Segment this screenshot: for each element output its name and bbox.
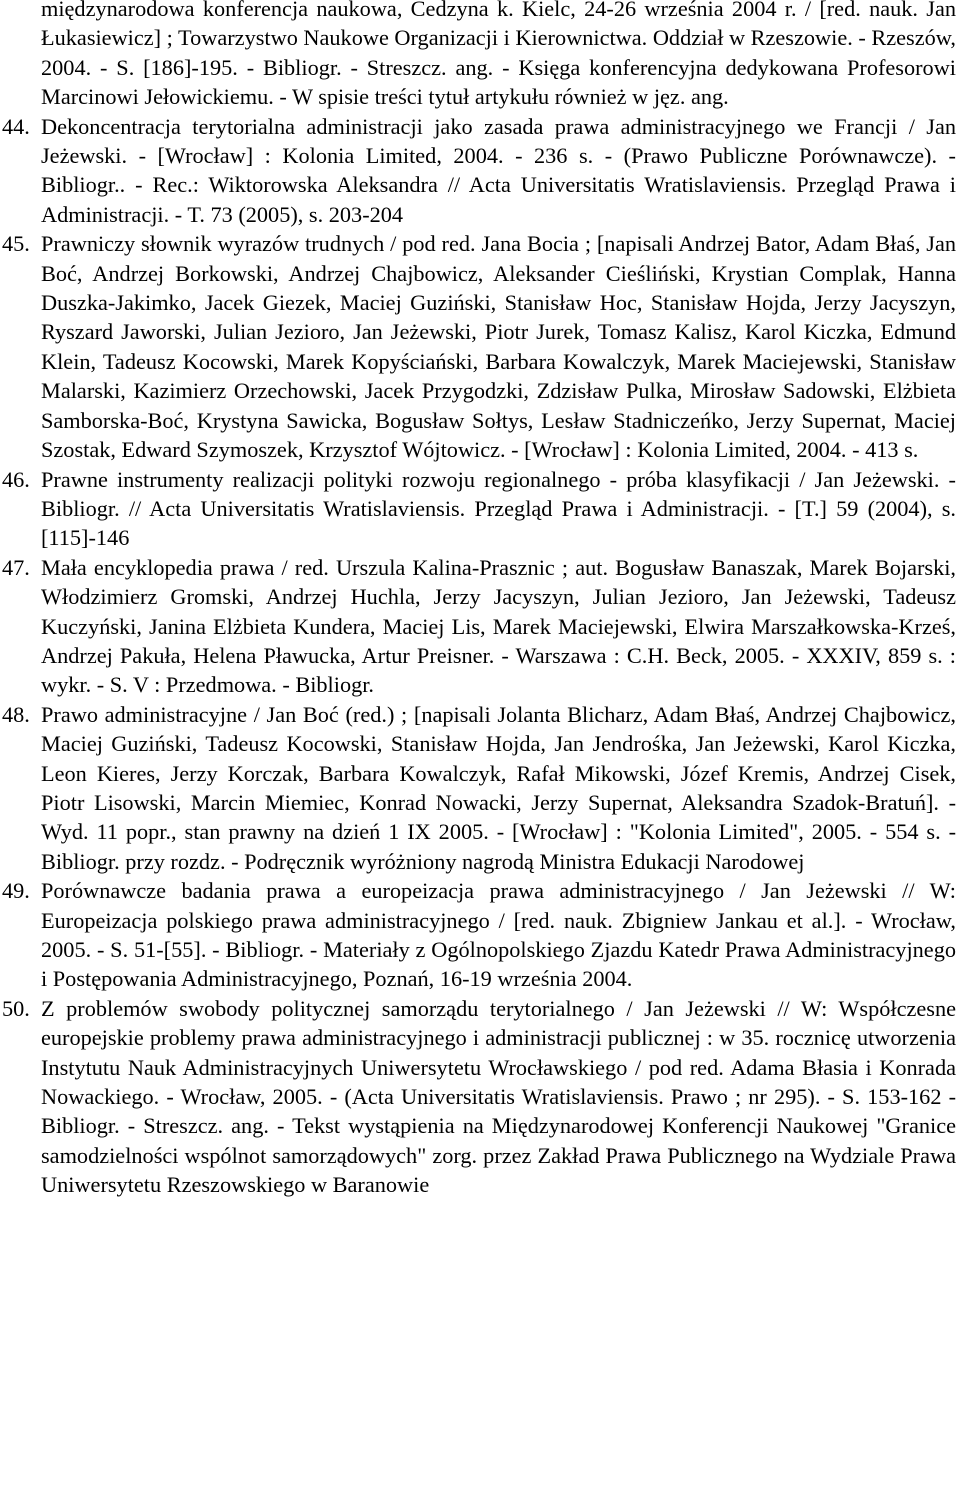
entry-number: 50. <box>2 995 30 1021</box>
bibliography-entry-44 <box>2 112 956 230</box>
entry-number: 48. <box>2 701 30 727</box>
entry-number: 47. <box>2 554 30 580</box>
bibliography-entry-45 <box>2 229 956 464</box>
entry-number: 46. <box>2 466 30 492</box>
entry-text: Prawo administracyjne / Jan Boć (red.) ; [napisali Jolanta Blicharz, Adam Błaś, Andrzej Chajbowicz, Maciej Guziński, Tadeusz Kocowski, Stanisław Hojda, Jan Jendrośka, Jan Jeżewski, Karol Kiczka, Leon Kieres, Jerzy Korczak, Barbara Kowalczyk, Rafał Mikowski, Józef Kremis, Andrzej Cisek, Piotr Lisowski, Marcin Miemiec, Konrad Nowacki, Jerzy Supernat, Aleksandra Szadok-Bratuń]. - Wyd. 11 popr., stan prawny na dzień 1 IX 2005. - [Wrocław] : "Kolonia Limited", 2005. - 554 s. - Bibliogr. przy rozdz. - Podręcznik wyróżniony nagrodą Ministra Edukacji Narodowej <box>41 701 956 874</box>
bibliography-entry-48 <box>2 700 956 876</box>
entry-text: Prawne instrumenty realizacji polityki rozwoju regionalnego - próba klasyfikacji / Jan Jeżewski. - Bibliogr. // Acta Universitatis Wratislaviensis. Przegląd Prawa i Administracji. - [T.] 59 (2004), s. [115]-146 <box>41 466 956 551</box>
entry-text: Prawniczy słownik wyrazów trudnych / pod red. Jana Bocia ; [napisali Andrzej Bator, Adam Błaś, Jan Boć, Andrzej Borkowski, Andrzej Chajbowicz, Aleksander Cieśliński, Krystian Complak, Hanna Duszka-Jakimko, Jacek Giezek, Maciej Guziński, Stanisław Hoc, Stanisław Hojda, Jerzy Jacyszyn, Ryszard Jaworski, Julian Jezioro, Jan Jeżewski, Piotr Jurek, Tomasz Kalisz, Karol Kiczka, Edmund Klein, Tadeusz Kocowski, Marek Kopyściański, Barbara Kowalczyk, Marek Maciejewski, Stanisław Malarski, Kazimierz Orzechowski, Jacek Przygodzki, Zdzisław Pulka, Mirosław Sadowski, Elżbieta Samborska-Boć, Krystyna Sawicka, Bogusław Sołtys, Lesław Stadniczeńko, Jerzy Supernat, Maciej Szostak, Edward Szymoszek, Krzysztof Wójtowicz. - [Wrocław] : Kolonia Limited, 2004. - 413 s. <box>41 231 956 463</box>
entry-text: Z problemów swobody politycznej samorządu terytorialnego / Jan Jeżewski // W: Współczesne europejskie problemy prawa administracyjnego i administracji publicznej : w 35. rocznicę utworzenia Instytutu Nauk Administracyjnych Uniwersytetu Wrocławskiego / pod red. Adama Błasia i Konrada Nowackiego. - Wrocław, 2005. - (Acta Universitatis Wratislaviensis. Prawo ; nr 295). - S. 153-162 - Bibliogr. - Streszcz. ang. - Tekst wystąpienia na Międzynarodowej Konferencji Naukowej "Granice samodzielności wspólnot samorządowych" zorg. przez Zakład Prawa Publicznego na Wydziale Prawa Uniwersytetu Rzeszowskiego w Baranowie <box>41 995 956 1198</box>
entry-number: 49. <box>2 878 30 904</box>
entry-text: międzynarodowa konferencja naukowa, Cedzyna k. Kielc, 24-26 września 2004 r. / [red. nauk. Jan Łukasiewicz] ; Towarzystwo Naukowe Organizacji i Kierownictwa. Oddział w Rzeszowie. - Rzeszów, 2004. - S. [186]-195. - Bibliogr. - Streszcz. ang. - Księga konferencyjna dedykowana Profesorowi Marcinowi Jełowickiemu. - W spisie treści tytuł artykułu również w jęz. ang. <box>41 0 956 110</box>
entry-text: Dekoncentracja terytorialna administracji jako zasada prawa administracyjnego we Francji / Jan Jeżewski. - [Wrocław] : Kolonia Limited, 2004. - 236 s. - (Prawo Publiczne Porównawcze). - Bibliogr.. - Rec.: Wiktorowska Aleksandra // Acta Universitatis Wratislaviensis. Przegląd Prawa i Administracji. - T. 73 (2005), s. 203-204 <box>41 113 956 227</box>
entry-text: Mała encyklopedia prawa / red. Urszula Kalina-Prasznic ; aut. Bogusław Banaszak, Marek Bojarski, Włodzimierz Gromski, Andrzej Huchla, Jerzy Jacyszyn, Julian Jezioro, Jan Jeżewski, Tadeusz Kuczyński, Janina Elżbieta Kundera, Maciej Lis, Marek Maciejewski, Elwira Marszałkowska-Krześ, Andrzej Pakuła, Helena Pławucka, Artur Preisner. - Warszawa : C.H. Beck, 2005. - XXXIV, 859 s. : wykr. - S. V : Przedmowa. - Bibliogr. <box>41 554 956 698</box>
bibliography-entry-50 <box>2 994 956 1200</box>
entry-number: 44. <box>2 113 30 139</box>
bibliography-entry-46 <box>2 465 956 553</box>
bibliography-entry-continued <box>2 0 956 112</box>
bibliography-entry-47 <box>2 553 956 700</box>
entry-number: 45. <box>2 231 30 257</box>
bibliography-entry-49 <box>2 876 956 994</box>
entry-text: Porównawcze badania prawa a europeizacja prawa administracyjnego / Jan Jeżewski // W: Europeizacja polskiego prawa administracyjnego / [red. nauk. Zbigniew Jankau et al.]. - Wrocław, 2005. - S. 51-[55]. - Bibliogr. - Materiały z Ogólnopolskiego Zjazdu Katedr Prawa Administracyjnego i Postępowania Administracyjnego, Poznań, 16-19 września 2004. <box>41 878 956 992</box>
